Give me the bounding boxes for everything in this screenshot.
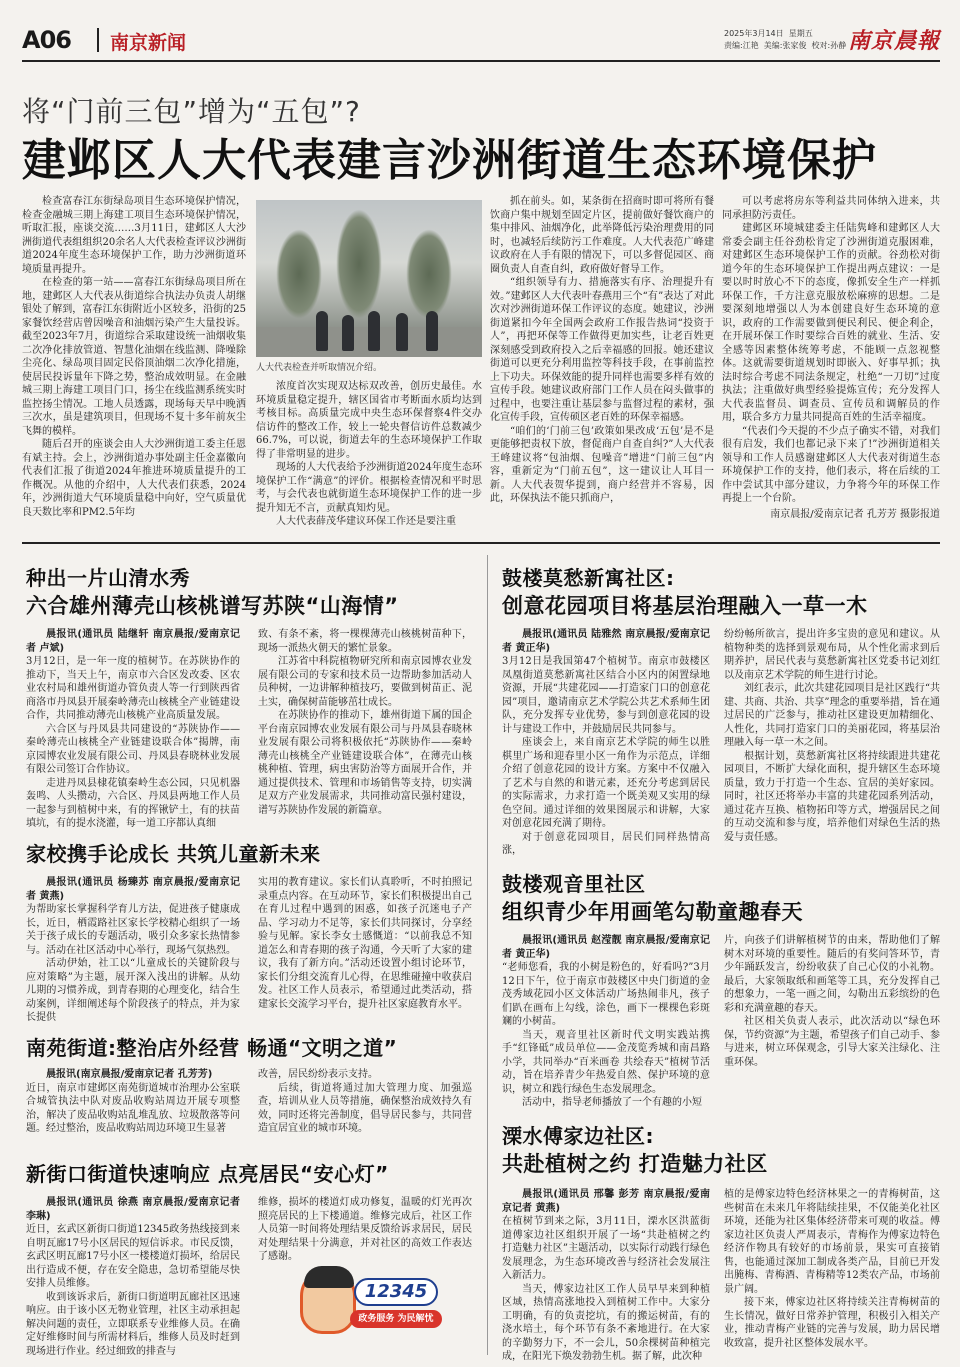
gulou2-title-2: 组织青少年用画笔勾勒童趣春天 bbox=[502, 900, 803, 924]
gulou1-column-1 bbox=[502, 628, 710, 856]
gulou2-byline: 晨报讯(通讯员 赵滢靓 南京晨报/爱南京记者 黄正华) bbox=[502, 935, 710, 960]
lead-kicker: 将“门前三包”增为“五包”? bbox=[22, 95, 361, 128]
paragraph: 现场的人大代表给予沙洲街道2024年度生态环境保护工作“满意”的评价。根据检查情况和平时思考，与会代表也就街道生态环境保护工作的进一步提升知无不言，贡献真知灼见。 bbox=[256, 462, 482, 514]
gulou1-column-2 bbox=[724, 628, 940, 843]
newspaper-logo: 南京晨報 bbox=[847, 28, 940, 54]
photo-caption: 人大代表检查并听取情况介绍。 bbox=[256, 363, 383, 373]
lead-headline: 建邺区人大代表建言沙洲街道生态环境保护 bbox=[22, 135, 877, 186]
paragraph: “咱们的‘门前三包’政策如果改成‘五包’是不是更能够把责权下放，督促商户自查自纠?”人大代表王峰建议将“包油烟、包噪音”增进“门前三包”内容，重新定为“门前五包”，这一建议让人耳目一新。人大代表贺华提到，商户经营并不容易，因此，环保执法不能只抓商户， bbox=[490, 425, 714, 504]
paragraph: 纷纷畅所欲言，提出许多宝贵的意见和建议。从植物种类的选择到景观布局，从个性化需求到后期养护，居民代表与莫愁新寓社区党委书记刘红以及南京艺术学院的师生进行讨论。 bbox=[724, 629, 940, 681]
lead-photo bbox=[256, 200, 482, 357]
lishui-column-2 bbox=[724, 1188, 940, 1348]
lishui-byline: 晨报讯(通讯员 邢馨 彭芳 南京晨报/爱南京记者 黄燕) bbox=[502, 1189, 710, 1214]
jiaxiao-title: 家校携手论成长 共筑儿童新未来 bbox=[26, 842, 321, 866]
paragraph: 片，向孩子们讲解植树节的由来，帮助他们了解树木对环境的重要性。随后的有奖问答环节，青少年踊跃发言，纷纷收获了自己心仪的小礼物。最后，大家领取纸和画笔等工具，充分发挥自己的想象力，一笔一画之间，勾勒出五彩缤纷的色彩和充满童趣的春天。 bbox=[724, 935, 940, 1014]
paragraph: 活动伊始，社工以“儿童成长的关键阶段与应对策略”为主题，展开深入浅出的讲解。从幼儿期的习惯养成，到青春期的心理变化，结合生动案例，详细阐述每个阶段孩子的特点，并为家长提供 bbox=[26, 958, 240, 1023]
paragraph: “组织领导有力、措施落实有序、治理提升有效。”建邺区人大代表叶春燕用三个“有”表达了对此次对沙洲街道环保工作评议的态度。她建议，沙洲街道紧扣今年全国两会政府工作报告热词“投资于人”，再把环保等工作做得更加实些，让老百姓更深刻感受到政府投入之后幸福感的回报。她还建议街道可以更充分利用监控等科技手段，在事前监控上下功夫。环保效能的提升同样也需要多样有效的宣传手段。她建议政府部门工作人员在闷头做事的过程中，也要注重让基层参与监督过程的素材，强化宣传手段，宣传硕区老百姓的环保幸福感。 bbox=[490, 277, 714, 423]
nanyuan-byline: 晨报讯(南京晨报/爱南京记者 孔芳芳) bbox=[46, 1069, 213, 1080]
lishui-title-1: 溧水傅家边社区: bbox=[502, 1124, 654, 1148]
nanyuan-column-2 bbox=[258, 1068, 472, 1136]
gulou2-column-2 bbox=[724, 934, 940, 1094]
gulou1-byline: 晨报讯(通讯员 陆雅然 南京晨报/爱南京记者 黄正华) bbox=[502, 629, 710, 654]
gulou1-title-1: 鼓楼莫愁新寓社区: bbox=[502, 566, 675, 590]
lishui-column-1 bbox=[502, 1188, 710, 1362]
gulou1-title-2: 创意花园项目将基层治理融入一草一木 bbox=[502, 594, 868, 618]
lead-column-4 bbox=[722, 195, 940, 507]
liuhe-title-2: 六合雄州薄壳山核桃谱写苏陕“山海情” bbox=[26, 594, 399, 618]
mascot-hair bbox=[304, 1266, 354, 1288]
xinjiekou-title: 新街口街道快速响应 点亮居民“安心灯” bbox=[26, 1162, 389, 1186]
paragraph: 对于创意花园项目，居民们同样热情高涨， bbox=[502, 831, 710, 856]
section-rule bbox=[22, 542, 940, 544]
paragraph: 当天，观音里社区新时代文明实践站携手“红锋砥”成员单位——金茂览秀城和南昌路小学，共同举办“百米画卷 共绘春天”植树节活动，旨在培养青少年热爱自然、保护环境的意识，树立和践行绿色生态发展理念。 bbox=[502, 1029, 710, 1095]
paragraph: 收到该诉求后，新街口街道明瓦廊社区迅速响应。由于该小区无物业管理，社区主动承担起解决问题的责任，立即联系专业维修人员。在确定好维修时间与所需材料后，维修人员及时赶到现场进行作业。经过细致的排查与 bbox=[26, 1291, 240, 1357]
paragraph: 近日，南京市建邺区南苑街道城市治理办公室联合城管执法中队对废品收购站周边开展专项整治，解决了废品收购站乱堆乱放、垃圾散落等问题。经过整治，废品收购站周边环境卫生显著 bbox=[26, 1082, 240, 1134]
paragraph: “老师您看，我的小树是粉色的，好看吗?”3月12日下午，位于南京市鼓楼区中央门街道的金茂秀域花园小区文体活动广场热闹非凡，孩子们趴在画布上勾线，涂色，画下一棵棵色彩斑斓的小树苗。 bbox=[502, 962, 710, 1027]
paragraph: 在植树节到来之际，3月11日，溧水区洪蓝街道傅家边社区组织开展了一场“共赴植树之约 打造魅力社区”主题活动，以实际行动践行绿色发展理念，为生态环境改善与经济社会发展注入新活力。 bbox=[502, 1216, 710, 1281]
paragraph: 刘红表示，此次共建花园项目是社区践行“共建、共商、共治、共享”理念的重要举措，旨在通过居民的广泛参与，推动社区建设更加精细化、人性化，共同打造家门口的美丽花园，将基层治理融入每一草一木之间。 bbox=[724, 683, 940, 748]
paragraph: 致、有条不紊，将一棵棵薄壳山核桃树苗种下，现场一派热火朝天的繁忙景象。 bbox=[258, 629, 472, 654]
liuhe-title-1: 种出一片山清水秀 bbox=[26, 566, 190, 590]
paragraph: 随后召开的座谈会由人大沙洲街道工委主任恩有斌主持。会上，沙洲街道办事处副主任金嘉徽向代表们汇报了街道2024年推进环境质量提升的工作概况。从他的介绍中，人大代表们获悉，2024年，沙洲街道大气环境质量稳中向好，空气质量优良天数比率和PM2.5年均 bbox=[22, 439, 246, 518]
jiaxiao-column-1 bbox=[26, 876, 240, 1023]
nanyuan-column-1 bbox=[26, 1068, 240, 1136]
paragraph: 六合区与丹凤县共同建设的“苏陕协作——秦岭薄壳山核桃全产业链建设联合体”揭牌，南京园博农业发展有限公司、丹凤县春晓林业发展有限公司签订合作协议。 bbox=[26, 723, 240, 775]
paragraph: 改善，居民纷纷表示支持。 bbox=[258, 1069, 378, 1080]
xinjiekou-column-2 bbox=[258, 1196, 472, 1260]
paragraph: 根据计划，莫愁新寓社区将持续跟进共建花园项目，不断扩大绿化面积，提升辖区生态环境质量，致力于打造一个生态、宜居的美好家园。同时，社区还将举办丰富的共建花园系列活动，通过花卉互换、植物拓印等方式，增强居民之间的互动交流和参与度，培养他们对绿色生活的热爱与责任感。 bbox=[724, 750, 940, 843]
paragraph: 座谈会上，来自南京艺术学院的师生以胜棋里广场和迎春里小区一角作为示范点，详细介绍了创意花园的设计方案。方案中不仅融入了艺术与自然的和谐元素，还充分考虑到居民的实际需求，力求打造一个既美观又实用的绿色空间。通过详细的效果图展示和讲解，大家对创意花园充满了期待。 bbox=[502, 737, 710, 829]
lishui-title-2: 共赴植树之约 打造魅力社区 bbox=[502, 1152, 768, 1176]
editors-text: 责编:江艳 美编:张家俊 校对:孙静 bbox=[724, 41, 847, 50]
liuhe-column-2 bbox=[258, 628, 472, 818]
date-text: 2025年3月14日 星期五 bbox=[724, 29, 813, 38]
section-name: 南京新闻 bbox=[110, 32, 187, 54]
paragraph: 3月12日是我国第47个植树节。南京市鼓楼区凤凰街道莫愁新寓社区结合小区内的闲置绿地资源，开展“共建花园——打造家门口的创意花园”项目，邀请南京艺术学院公共艺术系师生团队，充分发挥专业优势，参与到创意花园的设计与建设工作中，并鼓励居民共同参与。 bbox=[502, 656, 710, 735]
paragraph: 建邺区环境城建委主任陆隽峰和建邺区人大常委会副主任谷劲松肯定了沙洲街道克服困难，对建邺区生态环境保护工作的贡献。谷劲松对街道今年的生态环境保护工作提出两点建议：一是要以时时放心不下的态度，像抓安全生产一样抓环保工作，千方注意克服放松麻痹的思想。二是要深刻地增强以人为本创建良好生态环境的意识，政府的工作需要做到便民利民、便企利企，在开展环保工作时要综合百姓的就业、生活、安全感等因素整体统筹考虑，不能顾一点忽视整体。这就需要街道规划时即嵌入、好事早抓；执法时综合考虑不同法条规定，杜绝“一刀切”过度执法；注重做好典型经验提炼宣传；充分发挥人大代表监督员、调查员、宣传员和调解员的作用，联合多方力量共同提高百姓的生活幸福度。 bbox=[722, 223, 940, 423]
paragraph: 社区相关负责人表示，此次活动以“绿色环保，节约资源”为主题，希望孩子们自己动手、参与进来，树立环保观念，引导大家关注绿化、注重环保。 bbox=[724, 1016, 940, 1068]
paragraph: 近日，玄武区新街口街道12345政务热线接到来自明瓦廊17号小区居民的短信诉求。市民反馈，玄武区明瓦廊17号小区一楼楼道灯损坏，给居民出行造成不便，存在安全隐患，急切希望能尽快安排人员维修。 bbox=[26, 1224, 240, 1289]
liuhe-column-1 bbox=[26, 628, 240, 829]
nanyuan-title: 南苑街道:整治店外经营 畅通“文明之道” bbox=[26, 1036, 398, 1060]
paragraph: 抓在前头。如，某条街在招商时即可将所有餐饮商户集中规划至固定片区，提前做好餐饮商户的集中排风、油烟净化，此举降低污染治理费用的同时，也减轻后续防污工作难度。人大代表范广峰建议政府在人手有限的情况下，可以多督促园区、商圈负责人自查自纠，政府做好督导工作。 bbox=[490, 196, 714, 275]
lead-byline: 南京晨报/爱南京记者 孔芳芳 摄影报道 bbox=[770, 509, 940, 520]
page-number: A06 bbox=[22, 26, 71, 54]
hotline-number: 12345 bbox=[354, 1278, 438, 1306]
xinjiekou-column-1 bbox=[26, 1196, 240, 1357]
xinjiekou-byline: 晨报讯(通讯员 徐燕 南京晨报/爱南京记者 李琳) bbox=[26, 1197, 240, 1222]
dateline bbox=[724, 28, 846, 52]
paragraph: 活动中，指导老师播放了一个有趣的小短 bbox=[522, 1097, 702, 1108]
masthead-divider bbox=[97, 28, 99, 52]
paragraph: 走进丹凤县棣花镇秦岭生态公园，只见机器轰鸣、人头攒动，六合区、丹凤县两地工作人员一起参与到植树中来，有的挥锹铲土，有的扶苗填坑，有的提水浇灌，每一道工序都认真细 bbox=[26, 777, 240, 829]
hotline-badge bbox=[300, 1262, 450, 1340]
hotline-tagline: 政务服务 为民解忧 bbox=[350, 1310, 442, 1328]
jiaxiao-column-2 bbox=[258, 876, 472, 1011]
paragraph: “代表们今天提的不少点子确实不错，对我们很有启发，我们也都记录下来了!”沙洲街道相关领导和工作人员感谢建邺区人大代表对街道生态环境保护工作的支持，他们表示，将在后续的工作中尝试其中部分建议，力争将今年的环保工作再提上一个台阶。 bbox=[722, 425, 940, 504]
lead-column-1 bbox=[22, 195, 246, 530]
paragraph: 人大代表薛茂华建议环保工作还是要注重 bbox=[276, 516, 456, 527]
paragraph: 江苏省中科院植物研究所和南京园博农业发展有限公司的专家和技术员一边帮助参加活动人员种树，一边讲解种植技巧，要做到树苗正、泥土实，确保树苗能够茁壮成长。 bbox=[258, 656, 472, 708]
paragraph: 植的是傅家边特色经济林果之一的青梅树苗，这些树苗在未来几年将陆续挂果，不仅能美化社区环境，还能为社区集体经济带来可观的收益。傅家边社区负责人严周表示，青梅作为傅家边特色经济作物具有较好的市场前景，果实可直接销售，也能通过深加工制成各类产品，目前已开发出腌梅、青梅酒、青梅精等12类农产品，市场前景广阔。 bbox=[724, 1189, 940, 1295]
paragraph: 为帮助家长掌握科学育儿方法，促进孩子健康成长，近日，栖霞路社区家长学校精心组织了一场关于孩子成长的专题活动，吸引众多家长热情参与。活动在社区活动中心举行，现场气氛热烈。 bbox=[26, 904, 240, 956]
lead-column-2 bbox=[256, 380, 482, 530]
masthead bbox=[22, 22, 940, 62]
paragraph: 检查富春江东街绿岛项目生态环境保护情况，检查金融城三期上海建工项目生态环境保护情况，听取汇报，座谈交流……3月11日，建邺区人大沙洲街道代表组组织20余名人大代表检查评议沙洲街道2024年度生态环境保护工作，助力沙洲街道环境质量再提升。 bbox=[22, 196, 246, 275]
lead-column-3 bbox=[490, 195, 714, 530]
gulou2-title-1: 鼓楼观音里社区 bbox=[502, 872, 646, 896]
paragraph: 接下来，傅家边社区将持续关注青梅树苗的生长情况，做好日常养护管理，积极引入相关产业，推动青梅产业链的完善与发展，助力居民增收致富，提升社区整体发展水平。 bbox=[724, 1297, 940, 1349]
paragraph: 浓度首次实现双达标双改善，创历史最佳。水环境质量稳定提升，辖区国省市考断面水质均达到考核目标。高质量完成中央生态环保督察4件交办信访件的整改工作，较上一轮央督信访件总数减少66.7%，可以说，街道去年的生态环境保护工作取得了非常明显的进步。 bbox=[256, 381, 482, 460]
paragraph: 可以考虑将房东等利益共同体纳入进来，共同承担防污责任。 bbox=[722, 196, 940, 221]
paragraph: 3月12日，是一年一度的植树节。在苏陕协作的推动下，当天上午，南京市六合区发改委、区农业农村局和雄州街道办管负责人等一行到陕西省商洛市丹凤县开展秦岭薄壳山核桃全产业链建设合作，共同推动薄壳山核桃产业高质量发展。 bbox=[26, 656, 240, 721]
gulou2-column-1 bbox=[502, 934, 710, 1108]
paragraph: 当天，傅家边社区工作人员早早来到种植区域，热情高涨地投入到植树工作中。大家分工明确，有的负责挖坑，有的搬运树苗，有的浇水培土，每个环节有条不紊地进行。在大家的辛勤努力下，不一会儿，50余棵树苗种植完成，在阳光下焕发勃勃生机。据了解，此次种 bbox=[502, 1283, 710, 1362]
paragraph: 实用的教育建议。家长们认真聆听，不时拍照记录重点内容。在互动环节，家长们积极提出自己在育儿过程中遇到的困惑，如孩子沉迷电子产品、学习动力不足等，家长们共同探讨，分享经验与见解。家长李女士感慨道：“以前我总不知道怎么和青春期的孩子沟通，今天听了大家的建议，我有了新方向。”活动还设置小组讨论环节，家长们分组交流育儿心得，在思维碰撞中收获启发。社区工作人员表示，希望通过此类活动，搭建家长交流学习平台，提升社区家庭教育水平。 bbox=[258, 877, 472, 1010]
paragraph: 后续，街道将通过加大管理力度、加强巡查，培训从业人员等措施，确保整治成效持久有效，同时还将完善制度，倡导居民参与，共同营造宜居宜业的城市环境。 bbox=[258, 1082, 472, 1134]
paragraph: 在苏陕协作的推动下，雄州街道下属的国企平台南京园博农业发展有限公司与丹凤县春晓林业发展有限公司将积极依托“苏陕协作——秦岭薄壳山核桃全产业链建设联合体”，在薄壳山核桃种植、管理，病虫害防治等方面展开合作，并通过提供技术、管理和市场销售等支持，切实满足双方产业发展需求，共同推动富民强村建设，谱写苏陕协作发展的新篇章。 bbox=[258, 710, 472, 816]
column-divider bbox=[487, 555, 488, 1355]
jiaxiao-byline: 晨报讯(通讯员 杨臻苏 南京晨报/爱南京记者 黄燕) bbox=[26, 877, 240, 902]
liuhe-byline: 晨报讯(通讯员 陆继轩 南京晨报/爱南京记者 卢斌) bbox=[26, 629, 240, 654]
paragraph: 在检查的第一站——富春江东街绿岛项目所在地，建邺区人大代表从街道综合执法办负责人胡继银处了解到，富春江东街附近小区较多，沿街的25家餐饮经营店曾因噪音和油烟污染产生大量投诉。截至2023年7月，街道综合采取建设统一油烟收集二次净化排放管道、智慧化油烟在线监测、降噪除尘亮化、绿岛项目固定民俗顶油烟二次净化措施，使居民投诉量年下降之势，整治成效明显。在金融城三期上海建工项目门口，扬尘在线监测系统实时监控扬尘情况。工地人员透露，现场每天早中晚洒三次水，虽是建筑项目，但现场不复十多年前灰尘飞舞的模样。 bbox=[22, 277, 246, 437]
paragraph: 维修，损坏的楼道灯成功修复，温暖的灯光再次照亮居民的上下楼通道。维修完成后，社区工作人员第一时间将处理结果反馈给诉求居民，居民对处理结果十分满意，并对社区的高效工作表达了感谢。 bbox=[258, 1197, 472, 1262]
